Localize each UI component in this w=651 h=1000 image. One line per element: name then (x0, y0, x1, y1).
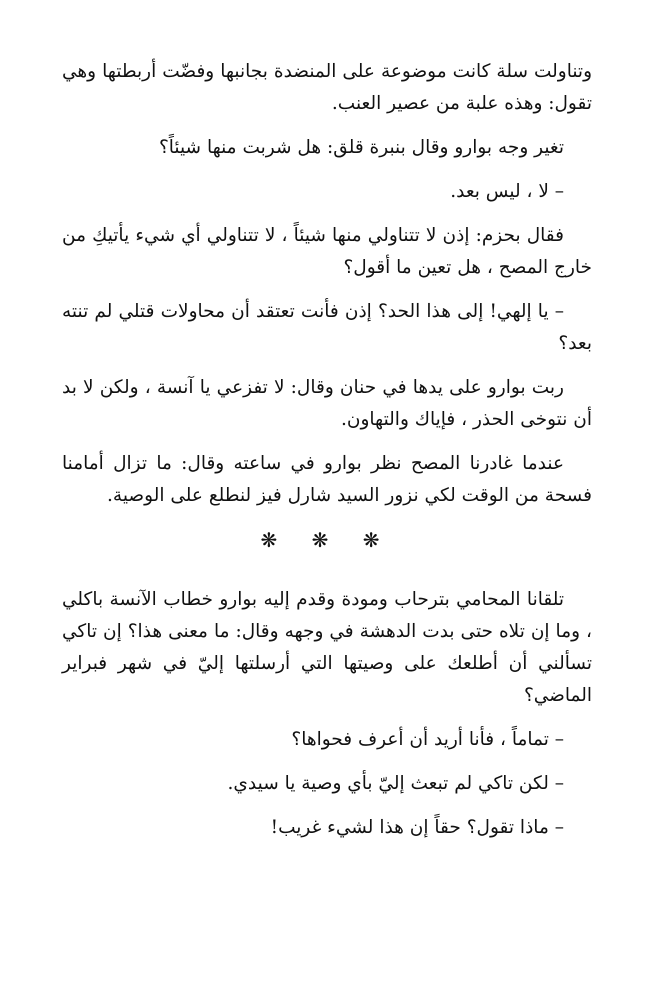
dialog-no-will: – لكن تاكي لم تبعث إليّ بأي وصية يا سيدي. (227, 773, 564, 794)
dialog-not-yet: – لا ، ليس بعد. (450, 181, 564, 202)
dialog-oh-god: – يا إلهي! إلى هذا الحد؟ إذن فأنت تعتقد أن محاولات قتلي لم تنته بعد؟ (62, 301, 592, 354)
section-separator: ❋ ❋ ❋ (260, 528, 394, 552)
dialog-strange: – ماذا تقول؟ حقاً إن هذا لشيء غريب! (270, 817, 564, 838)
paragraph-basket: وتناولت سلة كانت موضوعة على المنضدة بجانبها وفضّت أربطتها وهي تقول: وهذه علبة من عصير العنب. (62, 61, 592, 114)
paragraph-tenderness: ربت بوارو على يدها في حنان وقال: لا تفزعي يا آنسة ، ولكن لا بد أن نتوخى الحذر ، فإياك والتهاون. (62, 377, 592, 430)
paragraph-poirot-worried: تغير وجه بوارو وقال بنبرة قلق: هل شربت منها شيئاً؟ (158, 137, 564, 158)
paragraph-lawyer: تلقانا المحامي بترحاب ومودة وقدم إليه بوارو خطاب الآنسة باكلي ، وما إن تلاه حتى بدت الدهشة في وجهه وقال: ما معنى هذا؟ إن تاكي تسألني أن أطلعك على وصيتها التي أرسلتها إليّ في شهر فبراير الماضي؟ (62, 589, 592, 706)
paragraph-leaving-clinic: عندما غادرنا المصح نظر بوارو في ساعته وقال: ما تزال أمامنا فسحة من الوقت لكي نزور السيد شارل فيز لنطلع على الوصية. (62, 453, 592, 506)
book-page (62, 56, 592, 856)
paragraph-firm-warning: فقال بحزم: إذن لا تتناولي منها شيئاً ، لا تتناولي أي شيء يأتيكِ من خارج المصح ، هل تعين ما أقول؟ (62, 225, 592, 278)
dialog-exactly: – تماماً ، فأنا أريد أن أعرف فحواها؟ (291, 729, 564, 750)
